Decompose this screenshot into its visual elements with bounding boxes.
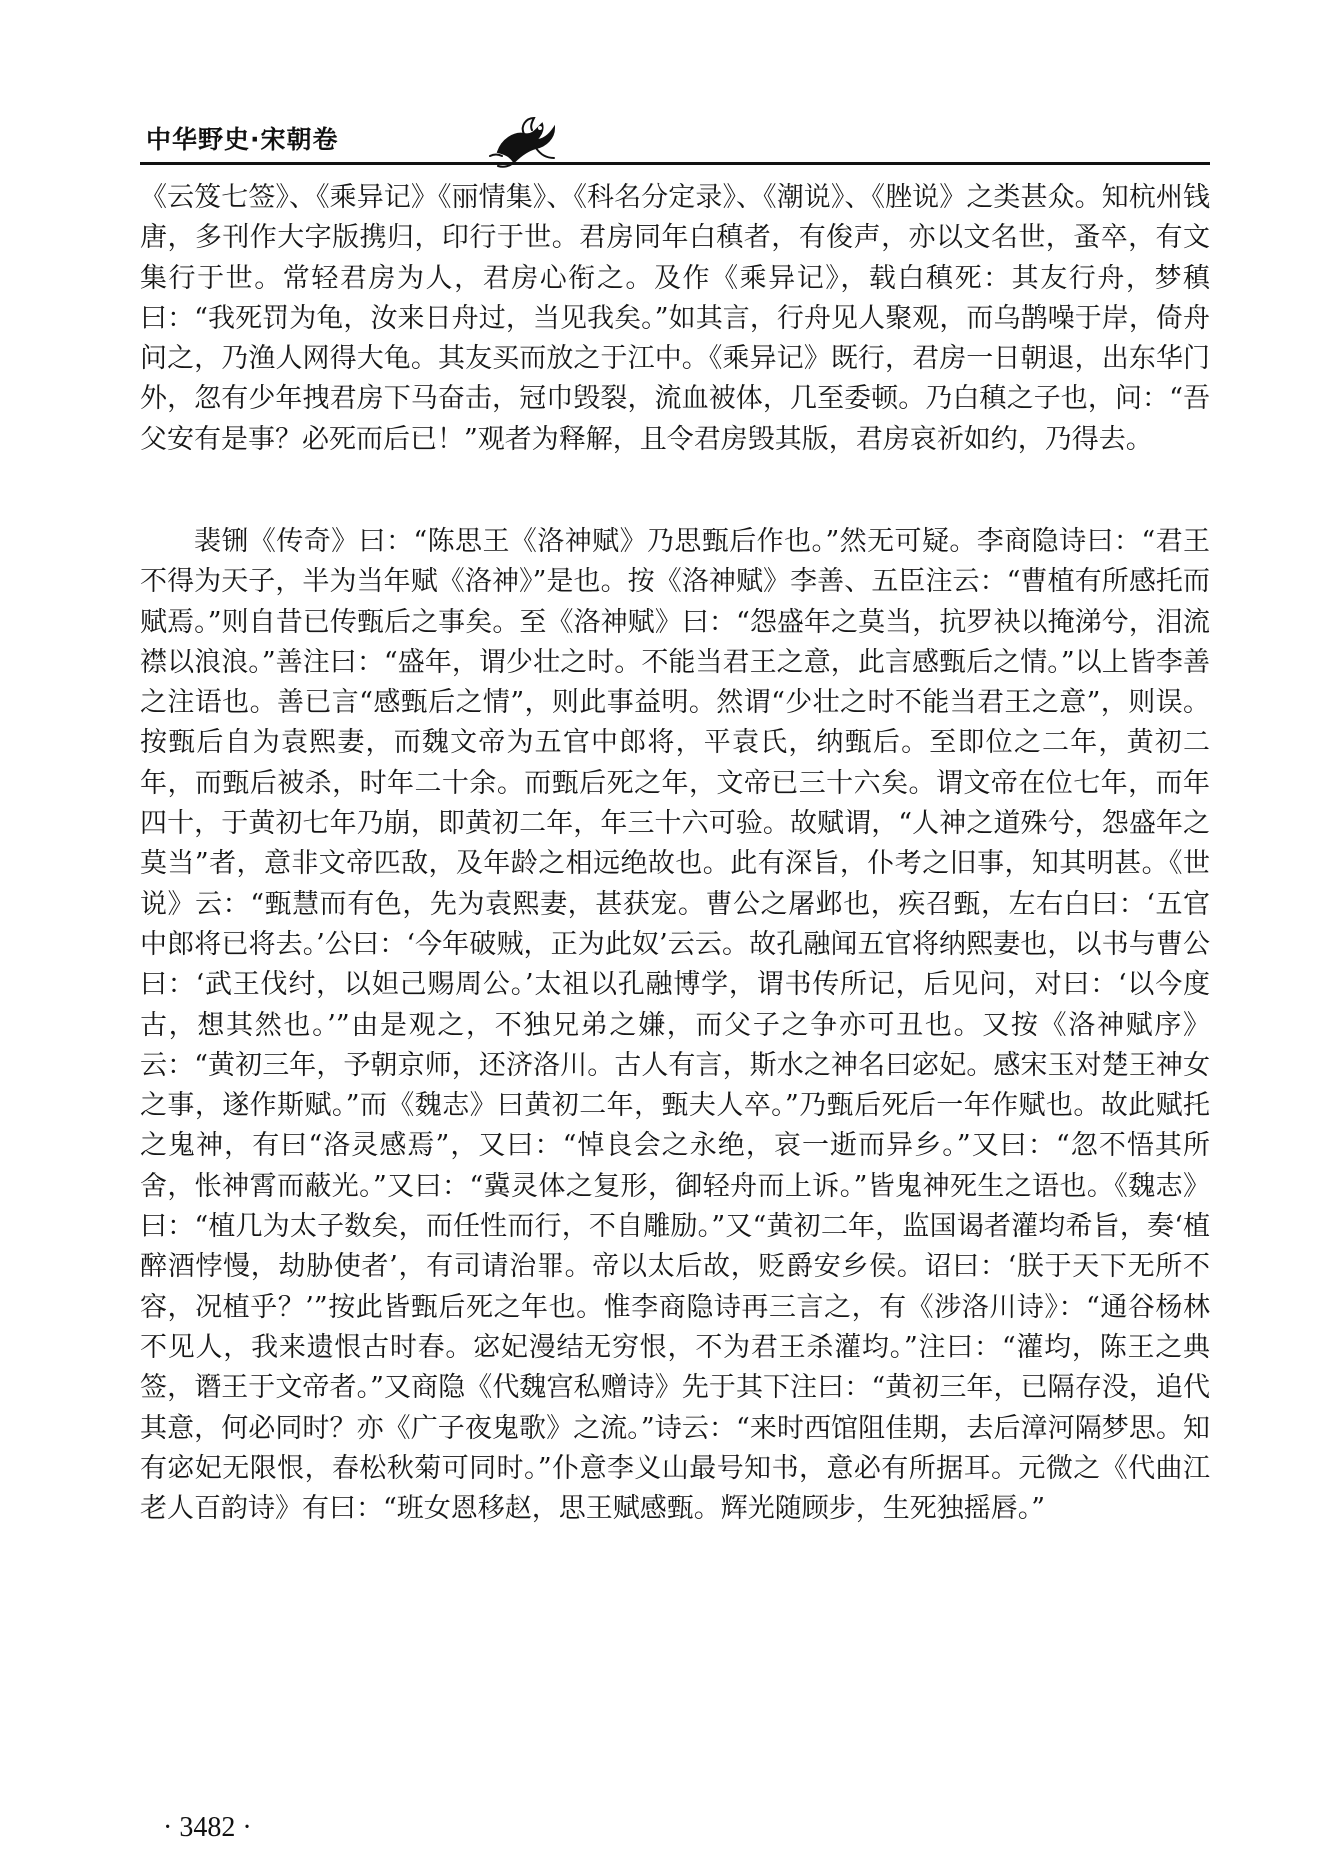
paragraph: 《云笈七签》、《乘异记》《丽情集》、《科名分定录》、《潮说》、《脞说》之类甚众。知杭州钱唐，多刊作大字版携归，印行于世。君房同年白稹者，有俊声，亦以文名世，蚤卒，有文集行于世。常轻君房为人，君房心衔之。及作《乘异记》，载白稹死：其友行舟，梦稹曰：“我死罚为龟，汝来日舟过，当见我矣。”如其言，行舟见人聚观，而乌鹊噪于岸，倚舟问之，乃渔人网得大龟。其友买而放之于江中。《乘异记》既行，君房一日朝退，出东华门外，忽有少年拽君房下马奋击，冠巾毁裂，流血被体，几至委顿。乃白稹之子也，问：“吾父安有是事？必死而后已！”观者为释解，且令君房毁其版，君房哀祈如约，乃得去。 [140,182,1210,455]
paragraph: 裴铏《传奇》曰：“陈思王《洛神赋》乃思甄后作也。”然无可疑。李商隐诗曰：“君王不得为天子，半为当年赋《洛神》”是也。按《洛神赋》李善、五臣注云：“曹植有所感托而赋焉。”则自昔已传甄后之事矣。至《洛神赋》曰：“怨盛年之莫当，抗罗袂以掩涕兮，泪流襟以浪浪。”善注曰：“盛年，谓少壮之时。不能当君王之意，此言感甄后之情。”以上皆李善之注语也。善已言“感甄后之情”，则此事益明。然谓“少壮之时不能当君王之意”，则误。按甄后自为袁熙妻，而魏文帝为五官中郎将，平袁氏，纳甄后。至即位之二年，黄初二年，而甄后被杀，时年二十余。而甄后死之年，文帝已三十六矣。谓文帝在位七年，而年四十，于黄初七年乃崩，即黄初二年，年三十六可验。故赋谓，“人神之道殊兮，怨盛年之莫当”者，意非文帝匹敌，及年龄之相远绝故也。此有深旨，仆考之旧事，知其明甚。《世说》云：“甄慧而有色，先为袁熙妻，甚获宠。曹公之屠邺也，疾召甄，左右白曰：‘五官中郎将已将去。’公曰：‘今年破贼，正为此奴’云云。故孔融闻五官将纳熙妻也，以书与曹公曰：‘武王伐纣，以妲己赐周公。’太祖以孔融博学，谓书传所记，后见问，对曰：‘以今度古，想其然也。’”由是观之，不独兄弟之嫌，而父子之争亦可丑也。又按《洛神赋序》云：“黄初三年，予朝京师，还济洛川。古人有言，斯水之神名曰宓妃。感宋玉对楚王神女之事，遂作斯赋。”而《魏志》曰黄初二年，甄夫人卒。”乃甄后死后一年作赋也。故此赋托之鬼神，有曰“洛灵感焉”，又曰：“悼良会之永绝，哀一逝而异乡。”又曰：“忽不悟其所舍，怅神霄而蔽光。”又曰：“冀灵体之复形，御轻舟而上诉。”皆鬼神死生之语也。《魏志》曰：“植几为太子数矣，而任性而行，不自雕励。”又“黄初二年，监国谒者灌均希旨，奏‘植醉酒悖慢，劫胁使者’，有司请治罪。帝以太后故，贬爵安乡侯。诏曰：‘朕于天下无所不容，况植乎？’”按此皆甄后死之年也。惟李商隐诗再三言之，有《涉洛川诗》：“通谷杨林不见人，我来遗恨古时春。宓妃漫结无穷恨，不为君王杀灌均。”注曰：“灌均，陈王之典签，谮王于文帝者。”又商隐《代魏宫私赠诗》先于其下注曰：“黄初三年，已隔存没，追代其意，何必同时？亦《广子夜鬼歌》之流。”诗云：“来时西馆阻佳期，去后漳河隔梦思。知有宓妃无限恨，春松秋菊可同时。”仆意李义山最号知书，意必有所据耳。元微之《代曲江老人百韵诗》有曰：“班女恩移赵，思王赋感甄。辉光随顾步，生死独摇唇。” [140,526,1210,1525]
book-title: 中华野史·宋朝卷 [146,125,339,154]
page-header [140,110,1210,170]
dragon-icon [480,110,570,170]
page-number: · 3482 · [163,1812,252,1843]
header-rule [140,162,1210,165]
